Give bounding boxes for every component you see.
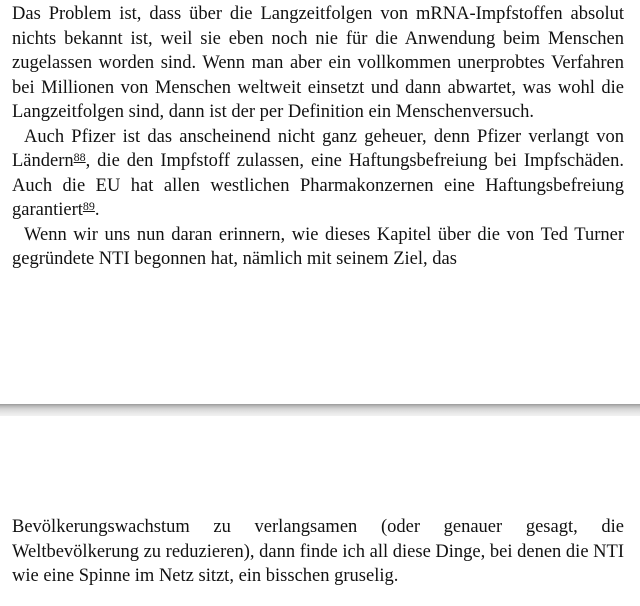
paragraph-pfizer-text-2: , die den Impfstoff zulassen, eine Haftungsbefreiung bei Impfschäden. Auch die EU hat allen westlichen Pharmakonzernen eine Haftungsbefreiung garantiert (12, 151, 624, 220)
paragraph-nti-end: Bevölkerungswachstum zu verlangsamen (oder genauer gesagt, die Weltbevölkerung zu reduzieren), dann finde ich all diese Dinge, bei denen die NTI wie eine Spinne im Netz sitzt, ein bisschen gruselig. (12, 517, 624, 586)
paragraph-nti-start: Wenn wir uns nun daran erinnern, wie dieses Kapitel über die von Ted Turner gegründete NTI begonnen hat, nämlich mit seinem Ziel, das (12, 224, 624, 269)
paragraph-pfizer (12, 125, 624, 223)
page-divider (0, 404, 640, 416)
text-block-upper (12, 2, 624, 272)
paragraph-pfizer-text-1: Auch Pfizer ist das anscheinend nicht ganz geheuer, denn Pfizer verlangt von Ländern (12, 126, 624, 171)
footnote-link-89[interactable]: 89 (82, 199, 95, 213)
paragraph-pfizer-text-3: . (94, 200, 100, 220)
paragraph-langzeitfolgen: Das Problem ist, dass über die Langzeitfolgen von mRNA-Impfstoffen absolut nichts bekannt ist, weil sie eben noch nie für die Anwendung beim Menschen zugelassen worden sind. Wenn man aber ein vollkommen unerprobtes Verfahren bei Millionen von Menschen weltweit einsetzt und dann abwartet, was wohl die Langzeitfolgen sind, dann ist der per Definition ein Menschenversuch. (12, 4, 624, 122)
text-block-lower (12, 515, 624, 589)
footnote-link-88[interactable]: 88 (73, 150, 86, 164)
